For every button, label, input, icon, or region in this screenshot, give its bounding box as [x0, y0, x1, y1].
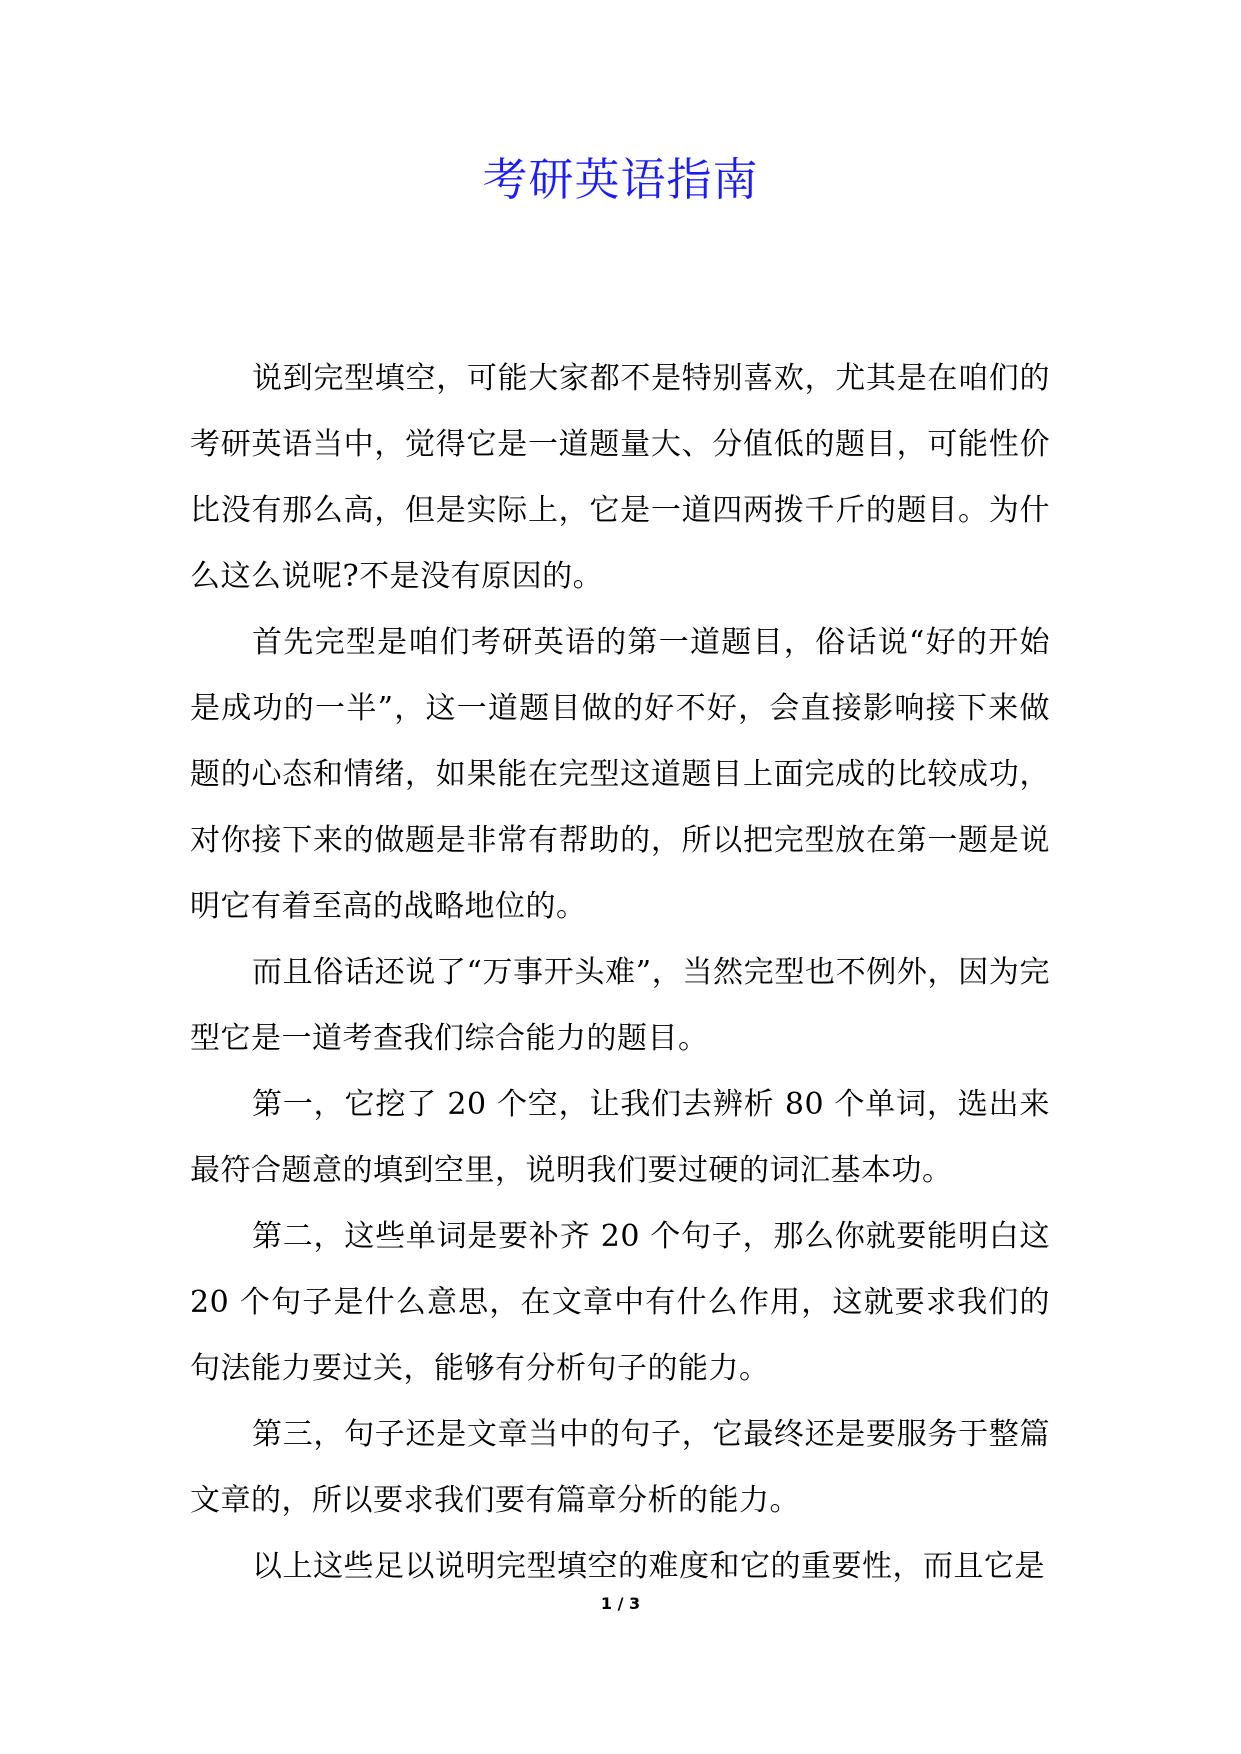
paragraph-2: 首先完型是咱们考研英语的第一道题目，俗话说“好的开始是成功的一半”，这一道题目做的好不好，会直接影响接下来做题的心态和情绪，如果能在完型这道题目上面完成的比较成功，对你接下来的做题是非常有帮助的，所以把完型放在第一题是说明它有着至高的战略地位的。	[190, 625, 1050, 924]
page-number: 1 / 3	[600, 1594, 641, 1613]
paragraph-1: 说到完型填空，可能大家都不是特别喜欢，尤其是在咱们的考研英语当中，觉得它是一道题量大、分值低的题目，可能性价比没有那么高，但是实际上，它是一道四两拨千斤的题目。为什么这么说呢?不是没有原因的。	[190, 361, 1050, 594]
document-body	[190, 346, 1050, 1600]
paragraph-6: 第三，句子还是文章当中的句子，它最终还是要服务于整篇文章的，所以要求我们要有篇章分析的能力。	[190, 1417, 1050, 1518]
paragraph-5: 第二，这些单词是要补齐 20 个句子，那么你就要能明白这 20 个句子是什么意思，在文章中有什么作用，这就要求我们的句法能力要过关，能够有分析句子的能力。	[190, 1219, 1050, 1386]
paragraph-7: 以上这些足以说明完型填空的难度和它的重要性，而且它是	[252, 1549, 1045, 1584]
paragraph-4: 第一，它挖了 20 个空，让我们去辨析 80 个单词，选出来最符合题意的填到空里，说明我们要过硬的词汇基本功。	[190, 1087, 1050, 1188]
document-title: 考研英语指南	[482, 153, 759, 206]
paragraph-3: 而且俗话还说了“万事开头难”，当然完型也不例外，因为完型它是一道考查我们综合能力的题目。	[190, 955, 1050, 1056]
